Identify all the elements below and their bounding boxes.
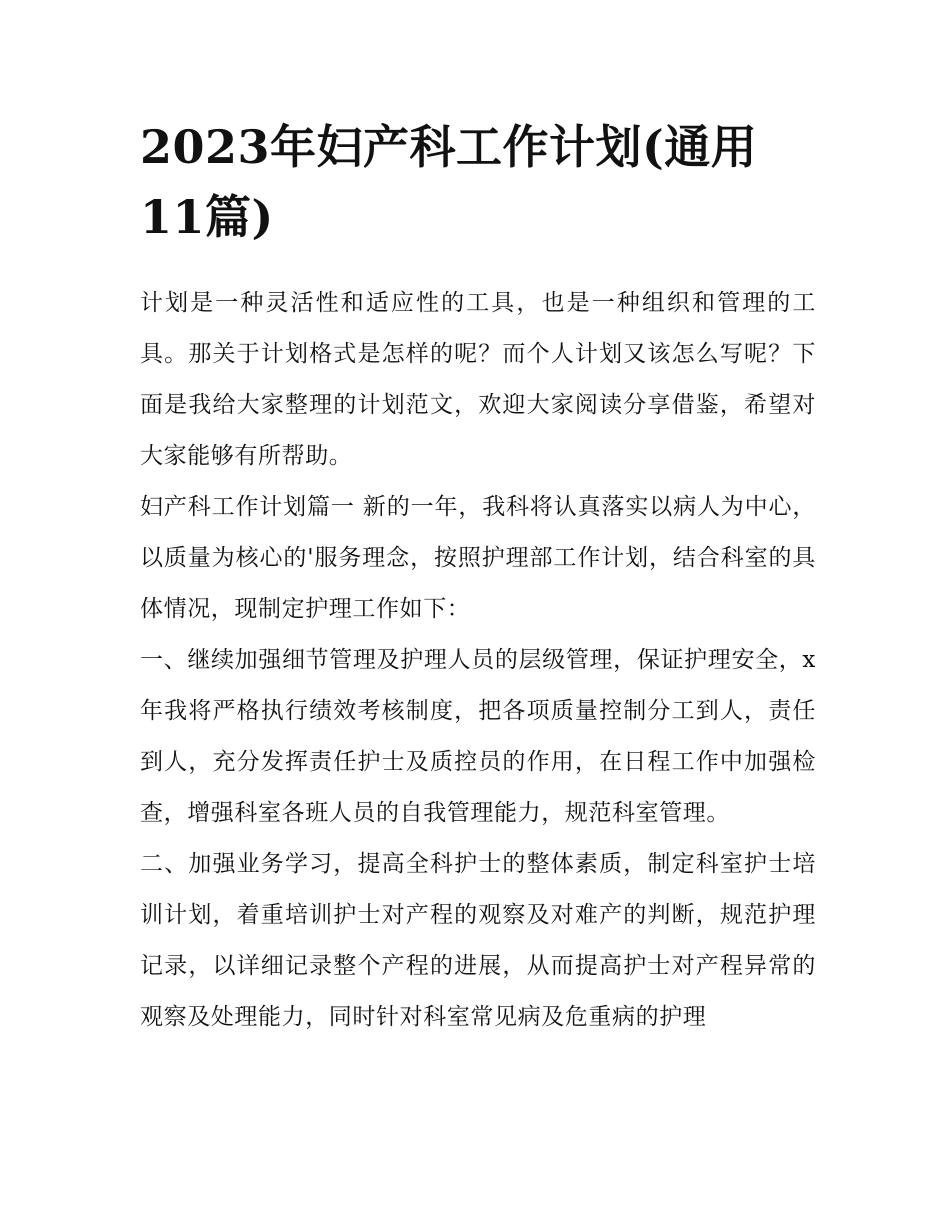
paragraph-item-one: 一、继续加强细节管理及护理人员的层级管理，保证护理安全，x年我将严格执行绩效考核制度，把各项质量控制分工到人，责任到人，充分发挥责任护士及质控员的作用，在日程工作中加强检查，增强科室各班人员的自我管理能力，规范科室管理。: [140, 647, 816, 826]
paragraph-item-two: 二、加强业务学习，提高全科护士的整体素质，制定科室护士培训计划，着重培训护士对产程的观察及对难产的判断，规范护理记录，以详细记录整个产程的进展，从而提高护士对产程异常的观察及处理能力，同时针对科室常见病及危重病的护理: [140, 851, 816, 1030]
paragraph-intro: 计划是一种灵活性和适应性的工具，也是一种组织和管理的工具。那关于计划格式是怎样的呢？而个人计划又该怎么写呢？下面是我给大家整理的计划范文，欢迎大家阅读分享借鉴，希望对大家能够有所帮助。: [140, 290, 816, 469]
document-page: [140, 112, 816, 1043]
document-title: 2023年妇产科工作计划(通用11篇): [140, 120, 758, 244]
paragraph-chapter-one: 妇产科工作计划篇一 新的一年，我科将认真落实以病人为中心，以质量为核心的'服务理念，按照护理部工作计划，结合科室的具体情况，现制定护理工作如下：: [140, 494, 816, 622]
